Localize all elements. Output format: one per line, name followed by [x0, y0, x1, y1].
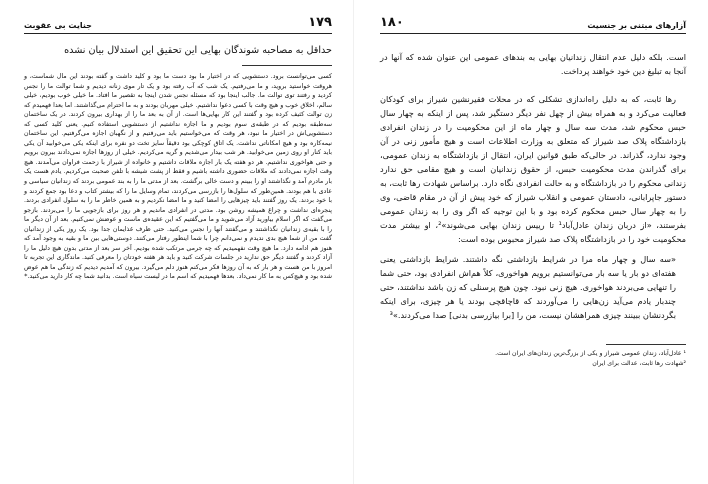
- left-page-header: [24, 10, 332, 34]
- right-running-title: آزارهای مبتنی بر جنسیت: [587, 21, 686, 30]
- footnote-separator: [242, 65, 332, 66]
- right-page-number: ۱۸۰: [380, 15, 404, 30]
- testimony-quote: «سه سال و چهار ماه مرا در شرایط بازداشتی نگه داشتند. شرایط بازداشتی یعنی هفته‌ای دو بار یا سه بار می‌توانستیم برویم هواخوری، کلاً هم‌اش انفرادی بود، حتی شما را تنهایی می‌بردند هواخوری. هیچ زنی نبود. چون هیچ پرسنلی که زن باشد نداشتند، حتی چندبار یادم می‌آید زن‌هایی را می‌آوردند که قاچاقچی بودند یا هر چیزی، برای اینکه بگردنشان ببینند چیزی همراهشان نیست، من را [برا بیازرسی بدنی] صدا می‌کردند.»³: [380, 254, 676, 320]
- paragraph-1: است. بلکه دلیل عدم انتقال زندانیان بهایی به بندهای عمومی این عنوان شده که آنها در آنجا به تبلیغ دین خود خواهند پرداخت.: [380, 52, 686, 76]
- right-page: [354, 0, 708, 484]
- left-page-number: ۱۷۹: [308, 15, 332, 30]
- footnote-separator: [606, 344, 686, 345]
- right-page-header: [380, 10, 686, 34]
- footnote-2: ²شهادت رها ثابت، عدالت برای ایران: [592, 359, 686, 367]
- testimony-footnote: کسی می‌توانست برود. دستشویی که در اختیار ما بود دست ما بود و کلید داشت و گفته بودند این مال شماست، و هروقت خواستید بروید، و ما می‌رفتیم. یک شب که آب رفته بود و یک تار موی زنانه دیدیم و شما توالت ما را نجس کردید و رفتند توی توالت ما. جالب اینجا بود که مسئله نجس شدن اینجا به تقصیر ما افتاد. ما خیلی خوب بودیم، خیلی سالم، اخلاق خوب و هیچ وقت با کسی دعوا نداشتیم. خیلی مهربان بودند و به ما احترام می‌گذاشتند. اما بعدا فهمیدم که زن توالت کثیف کرده بود و گفتند این کار بهایی‌ها است. از آن به بعد ما را از بهداری بیرون کردند. در یک ساختمان سه‌طبقه بودیم که در طبقه‌ی سوم بودیم و ما اجازه نداشتیم از دستشویی استفاده کنیم. یعنی کلید کسی که دستشویی‌اش در اختیار ما نبود، هر وقت که می‌خواستیم باید می‌رفتیم و از نگهبان اجازه می‌گرفتیم. این ساختمان نیمه‌کاره بود و هیچ امکاناتی نداشت. یک اتاق کوچکی بود دقیقاً سایز تخت دو نفره برای اینکه یکی می‌خوابید آن یکی باید کنار او روی زمین می‌خوابید. هر شب بیدار می‌شدیم و گریه می‌کردیم. خیلی از روزها اجازه نمی‌دادند بیرون برویم و حتی هواخوری نداشتیم. هر دو هفته یک بار اجازه ملاقات داشتیم و خانواده از شیراز با زحمت فراوان می‌آمدند. هیچ وقت اجازه نمی‌دادند که ملاقات حضوری داشته باشیم و فقط از پشت شیشه با تلفن صحبت می‌کردیم. یادم هست یک بار مادرم آمد و نگذاشتند او را ببینم و دست خالی برگشت. بعد از مدتی ما را به بند عمومی بردند که زندانیان سیاسی و عادی با هم بودند. همین‌طور که سلول‌ها را بازرسی می‌کردند، تمام وسایل ما را که بیشتر کتاب و دعا بود جمع کردند و با خود بردند. یک روز گفتند باید چیزهایی را امضا کنید و ما امضا نکردیم و به همین خاطر ما را به سلول انفرادی بردند. پنجره‌ای نداشت و چراغ همیشه روشن بود. مدتی در انفرادی ماندیم و هر روز برای بازجویی ما را می‌بردند. بازجو می‌گفت که اگر اسلام بیاورید آزاد می‌شوید و ما می‌گفتیم که این عقیده‌ی ماست و عوضش نمی‌کنیم. بعد از آن دیگر ما را با بقیه‌ی زندانیان نگذاشتند و می‌گفتند آنها را نجس می‌کنید. حتی ظرف غذایمان جدا بود. یک روز یکی از زندانیان گفت من از شما هیچ بدی ندیدم و نمی‌دانم چرا با شما اینطور رفتار می‌کنند. دوستی‌هایی بین ما و بقیه به وجود آمد که هنوز هم ادامه دارد. ما هیچ وقت نفهمیدیم که چه جرمی مرتکب شده بودیم. آخر سر بعد از مدتی بدون هیچ دلیل ما را آزاد کردند و گفتند دیگر حق ندارید در جلسات شرکت کنید و باید هر هفته خودتان را معرفی کنید. ماندگاری این تجربه تا امروز با من هست و هر بار که به آن روزها فکر می‌کنم هنوز دلم می‌گیرد. بیرون که آمدیم دیدیم که زندگی ما هم عوض شده بود و هیچ‌کس به ما کار نمی‌داد. بعدها فهمیدیم که اسم ما در لیست سیاه است. بدانید شما چه کار دارید می‌کنید.*: [24, 73, 332, 281]
- footnote-1: ¹ عادل‌آباد، زندان عمومی شیراز و یکی از بزرگ‌ترین زندان‌های ایران است.: [495, 350, 686, 357]
- left-running-title: جنایت بی عقوبت: [24, 21, 92, 30]
- left-intro-text: حداقل به مصاحبه شوندگان بهایی این تحقیق این استدلال بیان نشده: [64, 45, 332, 56]
- paragraph-2: رها ثابت، که به دلیل راه‌اندازی تشکلی که در محلات فقیرنشین شیراز برای کودکان فعالیت می‌کرد و به همراه بیش از چهل نفر دیگر دستگیر شد، پس از اینکه به چهار سال حبس محکوم شد، مدت سه سال و چهار ماه از این محکومیت را در زندان انفرادی بازداشتگاه پلاک صد شیراز که متعلق به وزارت اطلاعات است و هیچ مأمور زنی در آن وجود ندارد، گذراند. در حالی‌که طبق قوانین ایران، انتقال از بازداشتگاه به زندان عمومی، برای گذراندن مدت محکومیت حبس، از حقوق زندانیان است و هیچ مقامی حق ندارد زندانی محکوم را در بازداشتگاه و به حالت انفرادی نگاه دارد. براساس شهادت رها ثابت، به دستور جاپرابانی، دادستان عمومی و انقلاب شیراز که خود پیش از آن در مقام قاضی، وی را به چهار سال حبس محکوم کرده بود و با این توجیه که اگر وی را به زندان عمومی بفرستند، «از دربان زندان عادل‌آباد¹ تا رییس زندان بهایی می‌شوند»²، او بیشتر مدت محکومیت خود را در بازداشتگاه پلاک صد شیراز محبوس بوده است:: [380, 94, 686, 244]
